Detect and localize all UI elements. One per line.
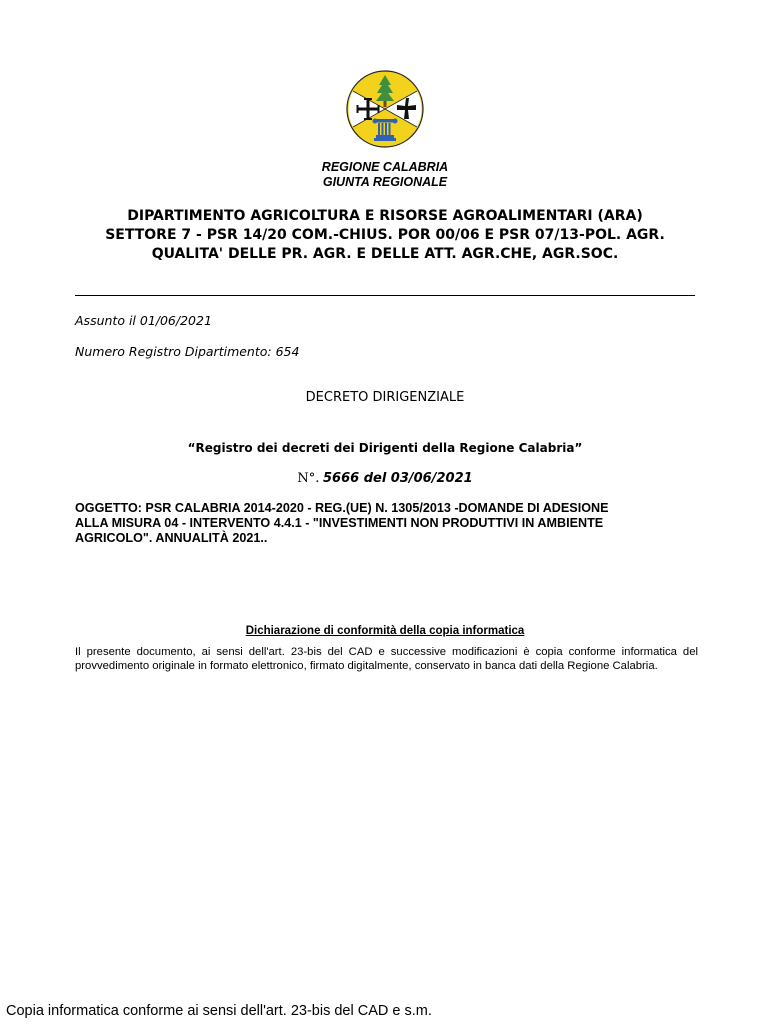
decree-type: DECRETO DIRIGENZIALE (305, 390, 465, 405)
region-name: REGIONE CALABRIA (321, 160, 449, 174)
header-divider (75, 295, 695, 296)
region-title (0, 160, 770, 190)
department-line: SETTORE 7 - PSR 14/20 COM.-CHIUS. POR 00/06 E PSR 07/13-POL. AGR. (105, 227, 665, 243)
conformity-body: Il presente documento, ai sensi dell'art. 23-bis del CAD e successive modificazioni è copia conforme informatica del provvedimento originale in formato elettronico, firmato digitalmente, conservato in banca dati della Regione Calabria. (75, 646, 698, 672)
decree-number-value: 5666 del 03/06/2021 (322, 471, 473, 486)
department-line: DIPARTIMENTO AGRICOLTURA E RISORSE AGROALIMENTARI (ARA) (127, 208, 643, 224)
decree-number (0, 470, 770, 486)
conformity-title: Dichiarazione di conformità della copia informatica (245, 625, 525, 637)
giunta-name: GIUNTA REGIONALE (322, 175, 448, 189)
subject-line: ALLA MISURA 04 - INTERVENTO 4.4.1 - "INVESTIMENTI NON PRODUTTIVI IN AMBIENTE (75, 516, 604, 530)
decree-subject (75, 501, 695, 546)
decree-register: “Registro dei decreti dei Dirigenti della Regione Calabria” (187, 441, 583, 455)
assunto-date: Assunto il 01/06/2021 (75, 313, 212, 328)
regione-calabria-coat-of-arms-icon (345, 69, 425, 149)
footer-note: Copia informatica conforme ai sensi dell'art. 23-bis del CAD e s.m. (6, 1003, 432, 1019)
subject-line: AGRICOLO". ANNUALITÀ 2021.. (75, 531, 268, 545)
decree-number-prefix: N°. (297, 471, 320, 486)
numero-registro: Numero Registro Dipartimento: 654 (75, 344, 300, 359)
department-heading (0, 207, 770, 264)
subject-line: OGGETTO: PSR CALABRIA 2014-2020 - REG.(UE) N. 1305/2013 -DOMANDE DI ADESIONE (75, 501, 609, 515)
department-line: QUALITA' DELLE PR. AGR. E DELLE ATT. AGR.CHE, AGR.SOC. (151, 246, 619, 262)
